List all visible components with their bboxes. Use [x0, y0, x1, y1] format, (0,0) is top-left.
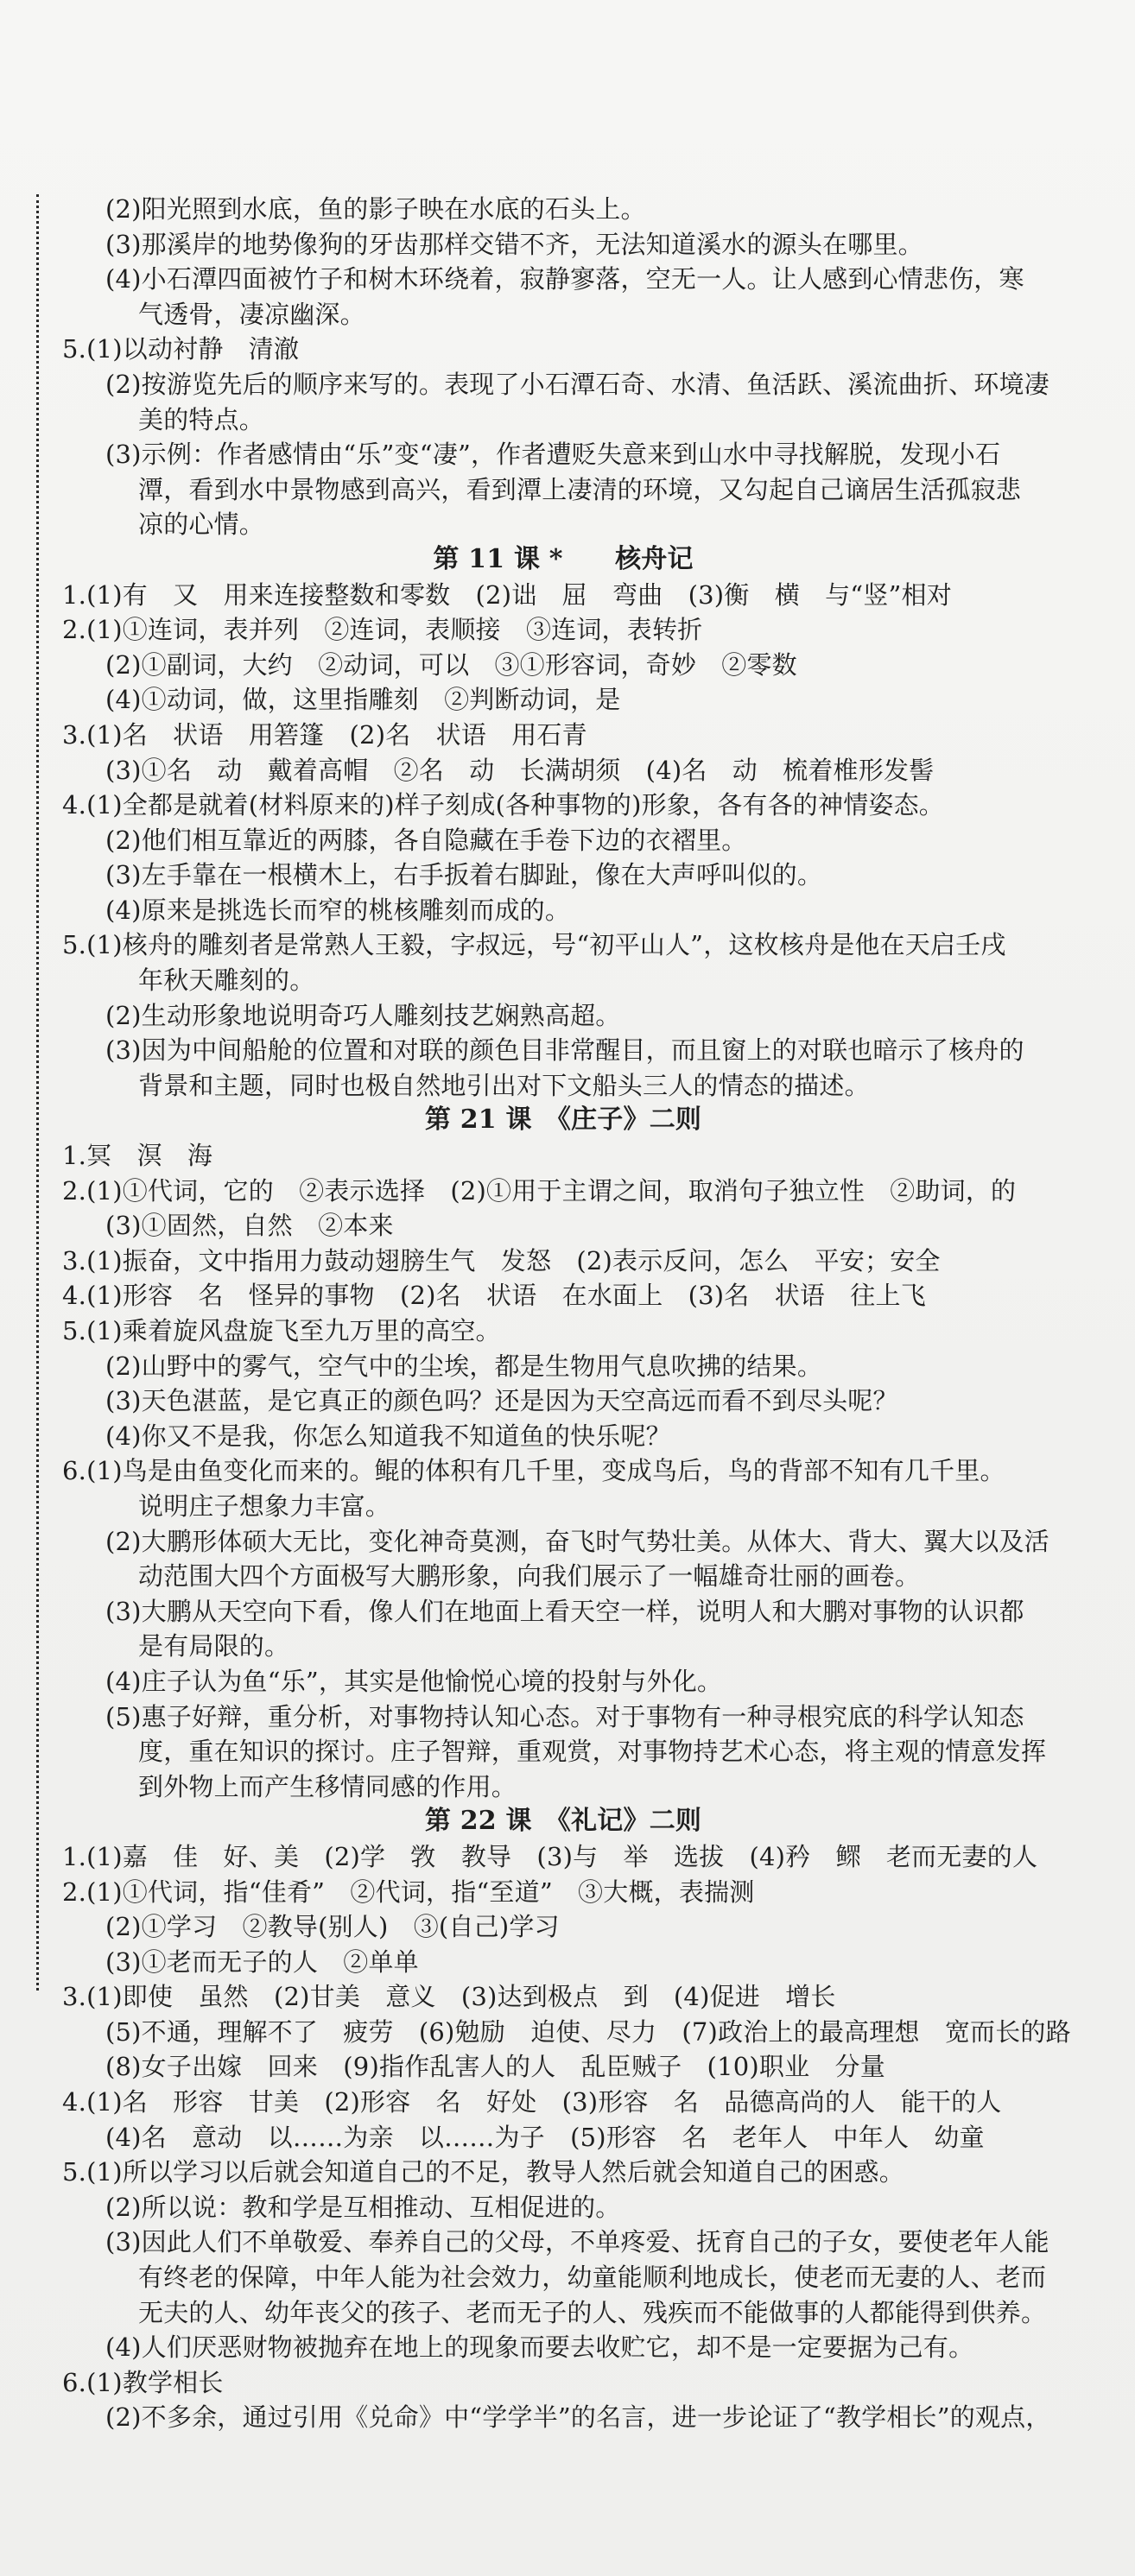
answer-line: 2.(1)①代词，它的 ②表示选择 (2)①用于主谓之间，取消句子独立性 ②助词，的 — [62, 1175, 1017, 1206]
answer-line: (4)名 意动 以……为亲 以……为子 (5)形容 名 老年人 中年人 幼童 — [105, 2122, 985, 2152]
answer-line: 5.(1)核舟的雕刻者是常熟人王毅，字叔远，号“初平山人”，这枚核舟是他在天启壬戌 — [62, 930, 1006, 960]
answer-line: 背景和主题，同时也极自然地引出对下文船头三人的情态的描述。 — [138, 1070, 870, 1100]
answer-line: (2)①副词，大约 ②动词，可以 ③①形容词，奇妙 ②零数 — [105, 649, 797, 680]
answer-line: (3)左手靠在一根横木上，右手扳着右脚趾，像在大声呼叫似的。 — [105, 860, 823, 890]
answer-line: (5)不通，理解不了 疲劳 (6)勉励 迫使、尽力 (7)政治上的最高理想 宽而长的路 — [105, 2016, 1071, 2047]
answer-line: 气透骨，凄凉幽深。 — [138, 299, 365, 329]
answer-line: 4.(1)名 形容 甘美 (2)形容 名 好处 (3)形容 名 品德高尚的人 能干的人 — [62, 2087, 1002, 2117]
answer-line: (3)因为中间船舱的位置和对联的颜色目非常醒目，而且窗上的对联也暗示了核舟的 — [105, 1035, 1024, 1066]
answer-line: 2.(1)①代词，指“佳肴” ②代词，指“至道” ③大概，表揣测 — [62, 1877, 755, 1907]
answer-line: 是有局限的。 — [138, 1631, 290, 1661]
answer-line: 1.冥 溟 海 — [62, 1141, 213, 1171]
answer-line: (4)①动词，做，这里指雕刻 ②判断动词，是 — [105, 685, 621, 715]
answer-line: (4)你又不是我，你怎么知道我不知道鱼的快乐呢？ — [105, 1421, 671, 1451]
answer-line: 6.(1)教学相长 — [62, 2367, 224, 2397]
answer-line: 3.(1)即使 虽然 (2)甘美 意义 (3)达到极点 到 (4)促进 增长 — [62, 1982, 836, 2012]
answer-line: (2)①学习 ②教导(别人) ③(自己)学习 — [105, 1912, 560, 1942]
answer-line: 1.(1)嘉 佳 好、美 (2)学 敩 教导 (3)与 举 选拔 (4)矜 鳏 老而无妻的人 — [62, 1841, 1038, 1871]
answer-line: (3)①名 动 戴着高帽 ②名 动 长满胡须 (4)名 动 梳着椎形发髻 — [105, 755, 935, 785]
answer-line: (4)原来是挑选长而窄的桃核雕刻而成的。 — [105, 895, 571, 925]
lesson-heading: 第 22 课 《礼记》二则 — [424, 1806, 702, 1837]
answer-line: (2)阳光照到水底，鱼的影子映在水底的石头上。 — [105, 194, 646, 224]
lesson-heading: 第 21 课 《庄子》二则 — [424, 1104, 702, 1136]
answer-line: 年秋天雕刻的。 — [138, 965, 315, 996]
answer-line: (2)他们相互靠近的两膝，各自隐藏在手卷下边的衣褶里。 — [105, 825, 747, 855]
answer-line: 动范围大四个方面极写大鹏形象，向我们展示了一幅雄奇壮丽的画卷。 — [138, 1561, 921, 1592]
answer-line: 1.(1)有 又 用来连接整数和零数 (2)诎 屈 弯曲 (3)衡 横 与“竖”相对 — [62, 579, 952, 610]
answer-line: 6.(1)鸟是由鱼变化而来的。鲲的体积有几千里，变成鸟后，鸟的背部不知有几千里。 — [62, 1456, 1005, 1486]
answer-line: 2.(1)①连词，表并列 ②连词，表顺接 ③连词，表转折 — [62, 615, 703, 645]
answer-line: (2)大鹏形体硕大无比，变化神奇莫测，奋飞时气势壮美。从体大、背大、翼大以及活 — [105, 1526, 1049, 1556]
answer-line: 度，重在知识的探讨。庄子智辩，重观赏，对事物持艺术心态，将主观的情意发挥 — [138, 1737, 1047, 1767]
answer-line: (3)示例：作者感情由“乐”变“凄”，作者遭贬失意来到山水中寻找解脱，发现小石 — [105, 440, 1001, 470]
answer-line: (8)女子出嫁 回来 (9)指作乱害人的人 乱臣贼子 (10)职业 分量 — [105, 2052, 885, 2082]
answer-line: (5)惠子好辩，重分析，对事物持认知心态。对于事物有一种寻根究底的科学认知态 — [105, 1701, 1024, 1731]
answer-line: 到外物上而产生移情同感的作用。 — [138, 1771, 517, 1801]
answer-line: (2)按游览先后的顺序来写的。表现了小石潭石奇、水清、鱼活跃、溪流曲折、环境凄 — [105, 369, 1049, 399]
answer-line: 4.(1)形容 名 怪异的事物 (2)名 状语 在水面上 (3)名 状语 往上飞 — [62, 1281, 926, 1311]
answer-line: 4.(1)全都是就着(材料原来的)样子刻成(各种事物的)形象，各有各的神情姿态。 — [62, 790, 945, 820]
answer-line: 美的特点。 — [138, 404, 265, 434]
answer-line: (3)因此人们不单敬爱、奉养自己的父母，不单疼爱、抚育自己的子女，要使老年人能 — [105, 2227, 1049, 2257]
answer-line: 说明庄子想象力丰富。 — [138, 1491, 391, 1521]
answer-line: (3)①固然，自然 ②本来 — [105, 1211, 394, 1241]
answer-line: 5.(1)以动衬静 清澈 — [62, 334, 300, 364]
answer-line: (3)①老而无子的人 ②单单 — [105, 1946, 419, 1977]
answer-line: (3)大鹏从天空向下看，像人们在地面上看天空一样，说明人和大鹏对事物的认识都 — [105, 1596, 1024, 1626]
answer-line: 凉的心情。 — [138, 510, 265, 540]
answer-line: 有终老的保障，中年人能为社会效力，幼童能顺利地成长，使老而无妻的人、老而 — [138, 2263, 1047, 2293]
lesson-heading: 第 11 课 * 核舟记 — [433, 543, 694, 574]
answer-line: 无夫的人、幼年丧父的孩子、老而无子的人、残疾而不能做事的人都能得到供养。 — [138, 2297, 1047, 2327]
answer-line: (2)山野中的雾气，空气中的尘埃，都是生物用气息吹拂的结果。 — [105, 1351, 823, 1381]
answer-line: 潭，看到水中景物感到高兴，看到潭上凄清的环境，又勾起自己谪居生活孤寂悲 — [138, 474, 1022, 504]
answer-line: 5.(1)乘着旋风盘旋飞至九万里的高空。 — [62, 1316, 501, 1345]
answer-line: 3.(1)名 状语 用箬篷 (2)名 状语 用石青 — [62, 719, 587, 750]
answer-line: (4)庄子认为鱼“乐”，其实是他愉悦心境的投射与外化。 — [105, 1666, 723, 1696]
answer-line: (3)那溪岸的地势像狗的牙齿那样交错不齐，无法知道溪水的源头在哪里。 — [105, 229, 923, 259]
answer-line: (4)小石潭四面被竹子和树木环绕着，寂静寥落，空无一人。让人感到心情悲伤，寒 — [105, 264, 1024, 294]
dotted-margin-rule — [36, 194, 39, 1991]
answer-line: (4)人们厌恶财物被抛弃在地上的现象而要去收贮它，却不是一定要据为己有。 — [105, 2332, 974, 2363]
answer-line: (2)不多余，通过引用《兑命》中“学学半”的名言，进一步论证了“教学相长”的观点， — [105, 2402, 1051, 2433]
answer-line: (2)所以说：教和学是互相推动、互相促进的。 — [105, 2192, 621, 2222]
answer-content — [62, 192, 1099, 2435]
answer-line: (3)天色湛蓝，是它真正的颜色吗？还是因为天空高远而看不到尽头呢？ — [105, 1386, 898, 1416]
answer-line: (2)生动形象地说明奇巧人雕刻技艺娴熟高超。 — [105, 1000, 621, 1030]
answer-line: 3.(1)振奋，文中指用力鼓动翅膀生气 发怒 (2)表示反问，怎么 平安；安全 — [62, 1245, 941, 1275]
answer-line: 5.(1)所以学习以后就会知道自己的不足，教导人然后就会知道自己的困惑。 — [62, 2157, 904, 2187]
